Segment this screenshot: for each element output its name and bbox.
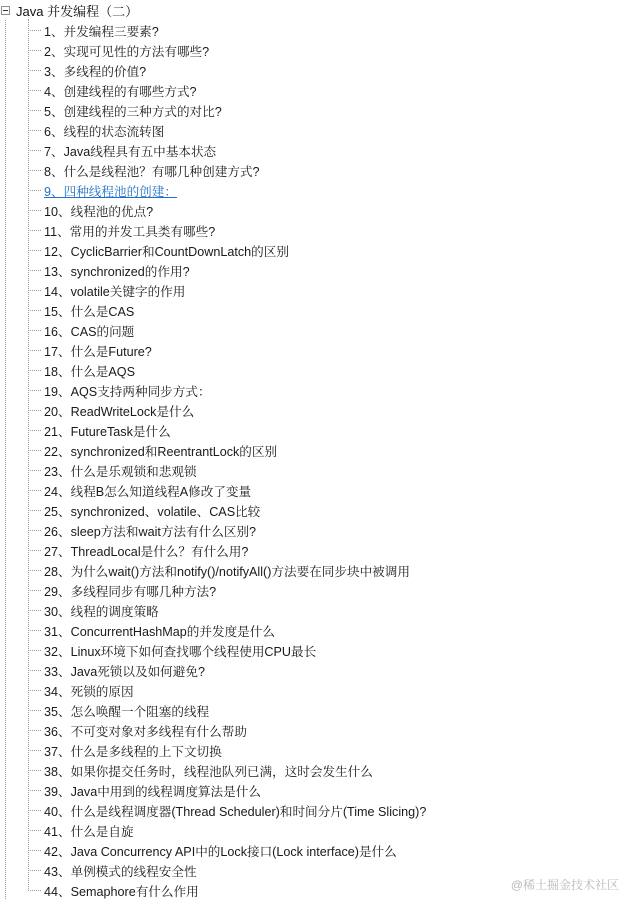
tree-item[interactable] [28,740,618,760]
tree-item[interactable] [28,780,618,800]
tree-item[interactable] [28,800,618,820]
collapse-minus-icon[interactable] [1,6,10,15]
tree-item[interactable] [28,260,618,280]
tree-children [28,20,618,900]
tree-item[interactable] [28,320,618,340]
tree-item-label: 42、Java Concurrency API中的Lock接口(Lock interface)是什么 [44,844,397,859]
tree-item-label: 17、什么是Future? [44,344,152,359]
tree-item-label: 26、sleep方法和wait方法有什么区别? [44,524,257,539]
tree-item-label: 30、线程的调度策略 [44,604,159,619]
tree-item[interactable] [28,660,618,680]
tree-item[interactable] [28,200,618,220]
tree-item[interactable] [28,280,618,300]
tree-item[interactable] [28,600,618,620]
tree-item[interactable] [28,360,618,380]
tree-item[interactable] [28,120,618,140]
tree-item[interactable] [28,300,618,320]
tree-item-label: 21、FutureTask是什么 [44,424,171,439]
tree-item-label: 23、什么是乐观锁和悲观锁 [44,464,197,479]
tree-item[interactable] [28,60,618,80]
tree-guide-line-outer [5,20,6,899]
tree-item[interactable] [28,40,618,60]
tree-item-label: 43、单例模式的线程安全性 [44,864,197,879]
tree-item-label: 41、什么是自旋 [44,824,134,839]
tree-item[interactable] [28,580,618,600]
tree-item-label: 22、synchronized和ReentrantLock的区别 [44,444,278,459]
tree-item[interactable] [28,380,618,400]
tree-item-label: 37、什么是多线程的上下文切换 [44,744,222,759]
tree-item[interactable] [28,400,618,420]
tree-item[interactable] [28,840,618,860]
tree-root-node[interactable] [0,1,138,19]
tree-item-label: 5、创建线程的三种方式的对比? [44,104,222,119]
tree-item-label: 7、Java线程具有五中基本状态 [44,144,217,159]
tree-item[interactable] [28,80,618,100]
tree-item-label: 8、什么是线程池？有哪几种创建方式? [44,164,260,179]
tree-item[interactable] [28,160,618,180]
tree-item-label: 39、Java中用到的线程调度算法是什么 [44,784,261,799]
tree-item-label: 36、不可变对象对多线程有什么帮助 [44,724,247,739]
tree-item-label: 38、如果你提交任务时，线程池队列已满，这时会发生什么 [44,764,373,779]
tree-item[interactable] [28,640,618,660]
tree-item[interactable] [28,100,618,120]
tree-item-label: 29、多线程同步有哪几种方法? [44,584,217,599]
tree-item[interactable] [28,220,618,240]
tree-item-label: 25、synchronized、volatile、CAS比较 [44,504,261,519]
tree-item-label: 4、创建线程的有哪些方式? [44,84,197,99]
tree-item-label: 44、Semaphore有什么作用 [44,884,199,899]
tree-item[interactable] [28,240,618,260]
watermark: @稀土掘金技术社区 [510,878,619,892]
tree-item-label: 40、什么是线程调度器(Thread Scheduler)和时间分片(Time Slicing)? [44,804,427,819]
tree-item-label: 13、synchronized的作用? [44,264,190,279]
tree-item-label: 10、线程池的优点? [44,204,154,219]
tree-item-label: 9、四种线程池的创建： [44,184,177,199]
tree-item-label: 28、为什么wait()方法和notify()/notifyAll()方法要在同步块中被调用 [44,564,410,579]
tree-item[interactable] [28,460,618,480]
tree-item[interactable] [28,720,618,740]
tree-item[interactable] [28,180,618,200]
tree-item-label: 2、实现可见性的方法有哪些? [44,44,210,59]
tree-item-label: 31、ConcurrentHashMap的并发度是什么 [44,624,275,639]
tree-item[interactable] [28,760,618,780]
tree-root-label: Java 并发编程（二） [16,3,139,19]
tree-item[interactable] [28,440,618,460]
tree-item-label: 15、什么是CAS [44,304,135,319]
tree-item-label: 20、ReadWriteLock是什么 [44,404,195,419]
tree-item-label: 32、Linux环境下如何查找哪个线程使用CPU最长 [44,644,317,659]
tree-item-label: 11、常用的并发工具类有哪些? [44,224,216,239]
tree-item[interactable] [28,700,618,720]
tree-item[interactable] [28,420,618,440]
tree-item[interactable] [28,20,618,40]
tree-item-label: 34、死锁的原因 [44,684,134,699]
tree-item[interactable] [28,680,618,700]
tree-item[interactable] [28,540,618,560]
tree-item[interactable] [28,340,618,360]
tree-item-label: 6、线程的状态流转图 [44,124,165,139]
tree-item-label: 24、线程B怎么知道线程A修改了变量 [44,484,252,499]
tree-item[interactable] [28,480,618,500]
tree-item[interactable] [28,560,618,580]
tree-item[interactable] [28,520,618,540]
tree-item[interactable] [28,500,618,520]
tree-item-label: 35、怎么唤醒一个阻塞的线程 [44,704,210,719]
tree-item-label: 27、ThreadLocal是什么？有什么用? [44,544,249,559]
tree-item-label: 18、什么是AQS [44,364,135,379]
tree-item-label: 12、CyclicBarrier和CountDownLatch的区别 [44,244,289,259]
tree-item-label: 1、并发编程三要素? [44,24,159,39]
tree-item-label: 33、Java死锁以及如何避免? [44,664,205,679]
tree-item-label: 16、CAS的问题 [44,324,135,339]
tree-item-label: 3、多线程的价值? [44,64,147,79]
tree-item-label: 19、AQS支持两种同步方式： [44,384,211,399]
tree-item[interactable] [28,620,618,640]
tree-item[interactable] [28,140,618,160]
tree-item[interactable] [28,820,618,840]
tree-item-label: 14、volatile关键字的作用 [44,284,186,299]
